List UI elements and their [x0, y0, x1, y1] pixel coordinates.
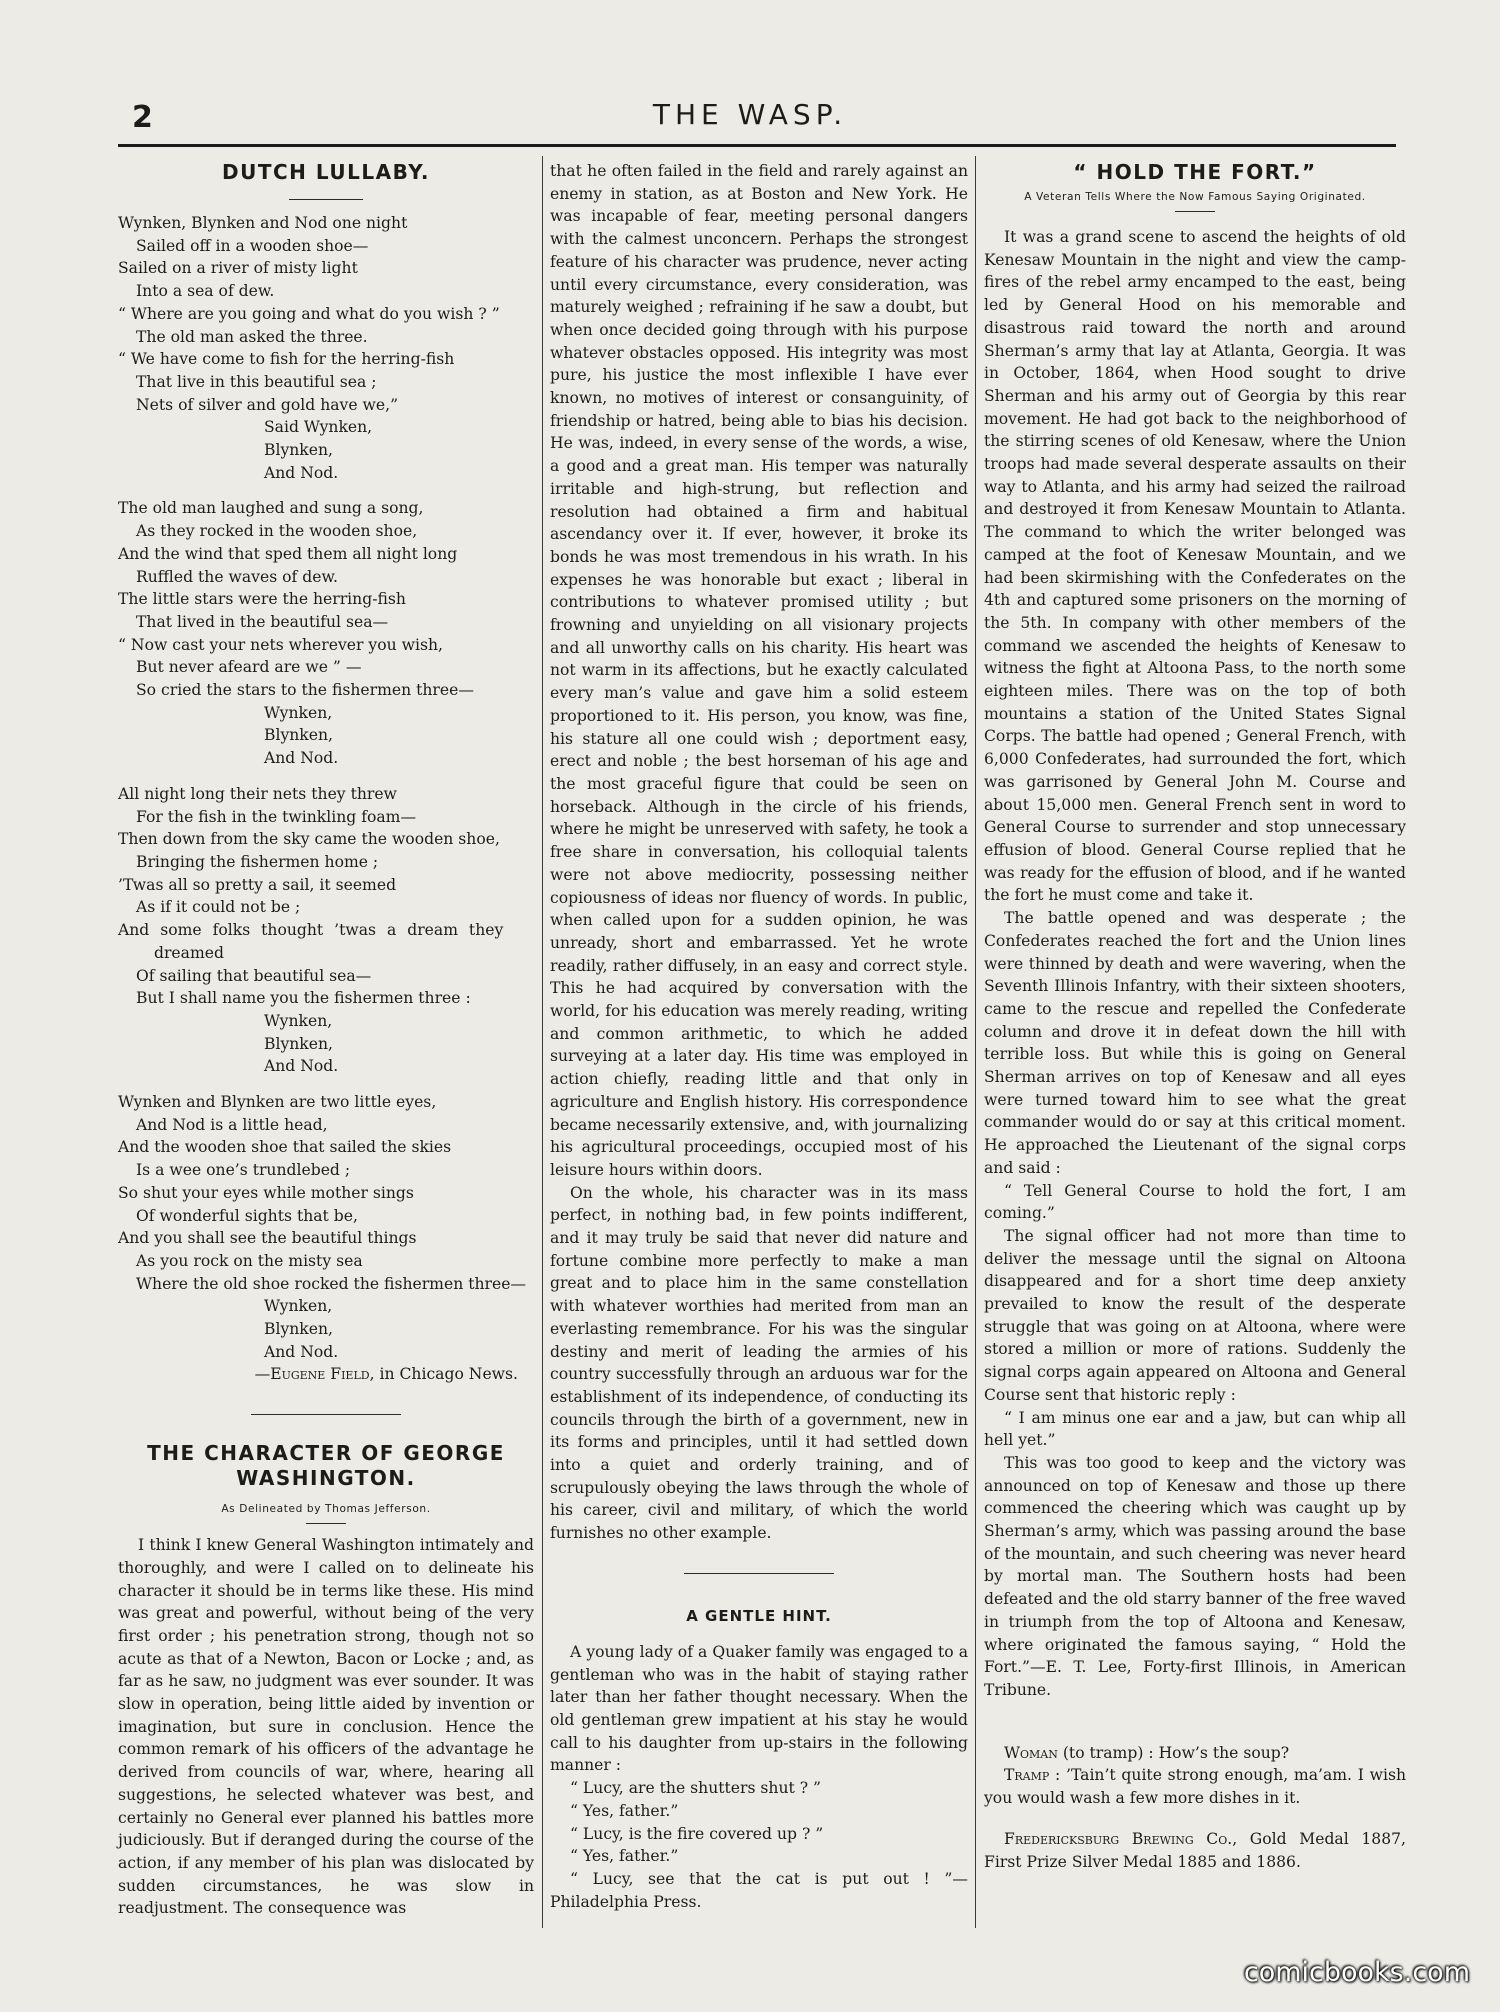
hold-the-fort-paragraph: The signal officer had not more than time to deliver the message until the signal on Altoona disappeared and for a short time deep anxiety prevailed to know the result of the desperate struggle that was going on at Altoona, where were stored a million or more of rations. Suddenly the signal corps again appeared on Altoona and General Course sent that historic reply :: [984, 1226, 1406, 1404]
poem-line: As they rocked in the wooden shoe,: [136, 522, 418, 541]
poem-line: Wynken and Blynken are two little eyes,: [118, 1093, 437, 1112]
poem-stanza: [118, 212, 534, 484]
masthead-rule: [118, 144, 1396, 147]
hold-the-fort-paragraph: The battle opened and was desperate ; the Confederates reached the fort and the Union lines were thinned by death and were wavering, when the Seventh Illinois Infantry, with their sixteen shooters, came to the rescue and repelled the Confederate column and drove it in defeat down the hill with terrible loss. But while this is going on General Sherman arrives on top of Kenesaw and all eyes were turned toward him to see what the great commander would do or say at this critical moment. He approached the Lieutenant of the signal corps and said :: [984, 909, 1406, 1177]
dutch-lullaby-poem: [118, 212, 534, 1386]
poem-line: All night long their nets they threw: [118, 784, 397, 803]
hold-the-fort-paragraph: “ I am minus one ear and a jaw, but can whip all hell yet.”: [984, 1408, 1406, 1450]
subtitle-underline: [306, 1523, 346, 1524]
poem-line: Where the old shoe rocked the fishermen three—: [136, 1274, 527, 1293]
dialogue-line: “ Lucy, are the shutters shut ? ”: [570, 1779, 822, 1798]
soup-joke-line: [984, 1764, 1406, 1809]
column-rule-left: [542, 156, 543, 1928]
poem-line: “ Now cast your nets wherever you wish,: [118, 635, 443, 654]
joke-text: (to tramp) : How’s the soup?: [1057, 1743, 1290, 1762]
poem-line: For the fish in the twinkling foam—: [136, 807, 417, 826]
hold-the-fort-title: “ HOLD THE FORT.”: [1073, 160, 1317, 184]
poem-line: But never afeard are we ” —: [136, 658, 362, 677]
washington-title: THE CHARACTER OF GEORGE WASHINGTON.: [147, 1441, 505, 1491]
poem-line: Nets of silver and gold have we,”: [136, 395, 399, 414]
poem-refrain: And Nod.: [264, 463, 339, 482]
washington-paragraph: On the whole, his character was in its mass perfect, in nothing bad, in few points indifferent, and it may truly be said that never did nature and fortune combine more perfectly to make a man great and to place him in the same constellation with whatever worthies had merited from man an everlasting remembrance. For his was the singular destiny and merit of leading the armies of his country successfully through an arduous war for the establishment of its independence, of conducting its councils through the birth of a government, new in its forms and principles, until it had settled down into a quiet and orderly training, and of scrupulously obeying the laws through the whole of his career, civil and military, of which the world furnishes no other example.: [550, 1183, 968, 1543]
washington-paragraph-continued: that he often failed in the field and rarely against an enemy in station, as at Boston and New York. He was incapable of fear, meeting personal dangers with the calmest unconcern. Perhaps the strongest feature of his character was prudence, never acting until every circumstance, every consideration, was maturely weighed ; refraining if he saw a doubt, but when once decided going through with his purpose whatever obstacles opposed. His integrity was most pure, his justice the most inflexible I have ever known, no motives of interest or consanguinity, of friendship or hatred, being able to bias his decision. He was, indeed, in every sense of the words, a wise, a good and a great man. His temper was naturally irritable and high-strung, but reflection and resolution had obtained a firm and habitual ascendancy over it. If ever, however, it broke its bonds he was most tremendous in his wrath. In his expenses he was honorable but exact ; liberal in contributions to whatever promised utility ; but frowning and unyielding on all visionary projects and all unworthy calls on his charity. His heart was not warm in its affections, but he exactly calculated every man’s value and gave him a solid esteem proportioned to it. His person, you know, was fine, his stature all one could wish ; deportment easy, erect and noble ; the best horseman of his age and the most graceful figure that could be seen on horseback. Although in the circle of his friends, where he might be unreserved with safety, he took a free share in conversation, his colloquial talents were not above mediocrity, possessing neither copiousness of ideas nor fluency of words. In public, when called upon for a sudden opinion, he was unready, short and embarrassed. Yet he wrote readily, rather diffusely, in an easy and correct style. This he had acquired by conversation with the world, for his education was merely reading, writing and common arithmetic, to which he added surveying at a later day. His time was employed in action chiefly, reading little and that only in agriculture and English history. His correspondence became necessarily extensive, and, with journalizing his agricultural proceedings, occupied most of his leisure hours within doors.: [550, 162, 968, 1179]
column-two: [550, 160, 968, 1913]
poem-line: And Nod is a little head,: [136, 1115, 328, 1134]
poem-credit: [118, 1363, 534, 1386]
poem-line: Of wonderful sights that be,: [136, 1206, 358, 1225]
poem-line: So cried the stars to the fishermen three—: [136, 681, 474, 700]
hold-the-fort-paragraph: It was a grand scene to ascend the heights of old Kenesaw Mountain in the night and view the camp-fires of the rebel army encamped to the east, being led by General Hood on his memorable and disastrous raid toward the north and around Sherman’s army that lay at Atlanta, Georgia. It was in October, 1864, when Hood sought to drive Sherman and his army out of Georgia by this rear movement. He had got back to the neighborhood of the stirring scenes of old Kenesaw, where the Union troops had made several desperate assaults on their way to Atlanta, and his army had seized the railroad and destroyed it from Kenesaw Mountain to Atlanta. The command to which the writer belonged was camped at the foot of Kenesaw Mountain, and we had been skirmishing with the Confederates on the 4th and captured some prisoners on the morning of the 5th. In company with other members of the command we ascended the heights of Kenesaw to witness the fight at Altoona Pass, to the north some eighteen miles. There was on the top of both mountains a station of the United States Signal Corps. The battle had opened ; General French, with 6,000 Confederates, had surrounded the fort, which was garrisoned by General John M. Course and about 15,000 men. General French sent in word to General Course to surrender and stop unnecessary effusion of blood. General Course replied that he was ready for the effusion of blood, and if he wanted the fort he must come and take it.: [984, 228, 1406, 905]
dialogue-line: “ Lucy, see that the cat is put out ! ”—Philadelphia Press.: [550, 1869, 968, 1911]
poem-refrain: Blynken,: [264, 1034, 333, 1053]
poem-refrain: Wynken,: [264, 703, 333, 722]
speaker-label: Woman: [1004, 1743, 1058, 1762]
column-three: [984, 160, 1406, 1873]
poem-line: And the wooden shoe that sailed the skies: [118, 1138, 452, 1157]
gentle-hint-title: A GENTLE HINT.: [686, 1606, 832, 1625]
poem-source: in Chicago News.: [374, 1365, 518, 1384]
washington-subtitle: As Delineated by Thomas Jefferson.: [221, 1503, 431, 1516]
masthead-title: THE WASP.: [652, 98, 848, 131]
advert-name: Fredericksburg Brewing Co.: [1004, 1829, 1233, 1848]
poem-line: Sailed on a river of misty light: [118, 259, 358, 278]
section-separator: [684, 1573, 834, 1574]
hold-the-fort-paragraph: This was too good to keep and the victory was announced on top of Kenesaw and those up there commenced the cheering which was caught up by Sherman’s army, which was passing around the base of the mountain, and such cheering was never heard by mortal man. The Southern hosts had been defeated and the old starry banner of the free waved in triumph from the top of Altoona and Kenesaw, where originated the famous saying, “ Hold the Fort.”—E. T. Lee, Forty-first Illinois, in American Tribune.: [984, 1453, 1406, 1699]
poem-refrain: And Nod.: [264, 1057, 339, 1076]
poem-line: That live in this beautiful sea ;: [136, 372, 377, 391]
title-underline: [289, 199, 363, 200]
poem-line: As you rock on the misty sea: [136, 1251, 363, 1270]
poem-refrain: Wynken,: [264, 1011, 333, 1030]
poem-line: Is a wee one’s trundlebed ;: [136, 1161, 351, 1180]
poem-line: That lived in the beautiful sea—: [136, 612, 389, 631]
poem-author: —Eugene Field,: [254, 1365, 375, 1384]
subtitle-underline: [1175, 211, 1215, 212]
poem-refrain: Blynken,: [264, 1320, 333, 1339]
poem-line: And you shall see the beautiful things: [118, 1229, 417, 1248]
poem-line: The little stars were the herring-fish: [118, 590, 406, 609]
poem-line: So shut your eyes while mother sings: [118, 1183, 414, 1202]
poem-line: “ We have come to fish for the herring-fish: [118, 350, 455, 369]
advert-text: , Gold Medal 1887, First Prize Silver Medal 1885 and 1886.: [984, 1829, 1406, 1871]
poem-line: As if it could not be ;: [136, 898, 301, 917]
joke-text: : ’Tain’t quite strong enough, ma’am. I wish you would wash a few more dishes in it.: [984, 1766, 1406, 1808]
poem-line: But I shall name you the fishermen three :: [136, 989, 471, 1008]
poem-stanza: [118, 1091, 534, 1363]
dialogue-line: “ Yes, father.”: [570, 1801, 679, 1820]
poem-line: Bringing the fishermen home ;: [136, 852, 379, 871]
poem-line: “ Where are you going and what do you wish ? ”: [118, 304, 500, 323]
dutch-lullaby-title: DUTCH LULLABY.: [221, 160, 431, 184]
column-rule-right: [975, 156, 976, 1928]
poem-line: Ruffled the waves of dew.: [136, 567, 338, 586]
section-separator: [251, 1414, 401, 1415]
poem-refrain: Said Wynken,: [264, 418, 373, 437]
washington-paragraph: I think I knew General Washington intimately and thoroughly, and were I called on to delineate his character it should be in terms like these. His mind was great and powerful, without being of the very first order ; his penetration strong, though not so acute as that of a Newton, Bacon or Locke ; and, as far as he saw, no judgment was ever sounder. It was slow in operation, being little aided by invention or imagination, but sure in conclusion. Hence the common remark of his officers of the advantage he derived from councils of war, where, hearing all suggestions, he selected whatever was best, and certainly no General ever planned his battles more judiciously. But if deranged during the course of the action, if any member of his plan was dislocated by sudden circumstances, he was slow in readjustment. The consequence was: [118, 1536, 534, 1918]
column-one: [118, 160, 534, 1920]
brewing-advert: [984, 1828, 1406, 1873]
poem-line: ’Twas all so pretty a sail, it seemed: [118, 875, 397, 894]
poem-stanza: [118, 497, 534, 769]
poem-line: And some folks thought ’twas a dream they: [118, 921, 504, 940]
poem-line: Of sailing that beautiful sea—: [136, 966, 372, 985]
hold-the-fort-subtitle: A Veteran Tells Where the Now Famous Saying Originated.: [1024, 191, 1366, 203]
poem-line: The old man asked the three.: [136, 327, 368, 346]
poem-refrain: And Nod.: [264, 1342, 339, 1361]
poem-stanza: [118, 783, 534, 1078]
dialogue-line: “ Yes, father.”: [570, 1847, 679, 1866]
hold-the-fort-paragraph: “ Tell General Course to hold the fort, I am coming.”: [984, 1181, 1406, 1223]
poem-line: Wynken, Blynken and Nod one night: [118, 214, 408, 232]
poem-line: And the wind that sped them all night long: [118, 544, 458, 563]
soup-joke-line: [984, 1742, 1406, 1765]
poem-refrain: Wynken,: [264, 1297, 333, 1316]
poem-line: Sailed off in a wooden shoe—: [136, 236, 369, 255]
speaker-label: Tramp: [1004, 1766, 1050, 1785]
poem-line: Into a sea of dew.: [136, 282, 275, 301]
poem-refrain: And Nod.: [264, 749, 339, 768]
dialogue-line: “ Lucy, is the fire covered up ? ”: [570, 1824, 824, 1843]
poem-line: dreamed: [154, 943, 224, 962]
page-number: 2: [132, 100, 154, 135]
poem-refrain: Blynken,: [264, 726, 333, 745]
poem-line: Then down from the sky came the wooden shoe,: [118, 830, 500, 849]
poem-line: The old man laughed and sung a song,: [118, 499, 424, 518]
site-watermark: comicbooks.com: [1243, 1957, 1470, 1988]
gentle-hint-paragraph: A young lady of a Quaker family was engaged to a gentleman who was in the habit of staying rather later than her father thought necessary. When the old gentleman grew impatient at his stay he would call to his daughter from up-stairs in the following manner :: [550, 1642, 968, 1775]
poem-refrain: Blynken,: [264, 441, 333, 460]
